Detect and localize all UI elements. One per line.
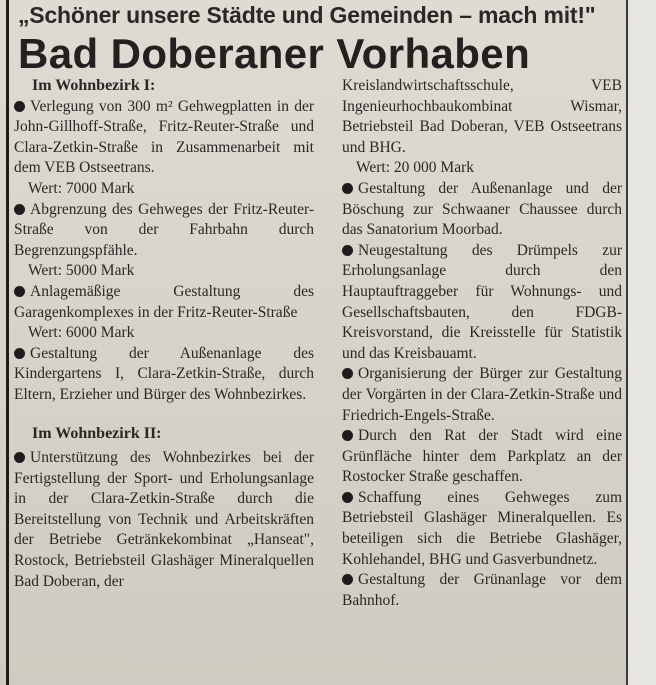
- value-line: Wert: 20 000 Mark: [356, 159, 474, 177]
- item-text: Schaffung eines Gehweges zum Betriebsteil Glashäger Mineralquellen. Es beteiligen sich die Betriebe Glashäger, Kohlehandel, BHG und Gasverbundnetz.: [342, 488, 622, 568]
- list-item: [14, 448, 314, 592]
- bullet-icon: [342, 368, 353, 379]
- left-border-rule: [6, 0, 9, 685]
- bullet-icon: [14, 452, 25, 463]
- list-item: [342, 488, 622, 570]
- bullet-icon: [14, 286, 25, 297]
- item-text: Abgrenzung des Gehweges der Fritz-Reuter-Straße von der Fahrbahn durch Begrenzungspfähle.: [14, 200, 314, 259]
- page-margin: [628, 0, 656, 685]
- item-text: Durch den Rat der Stadt wird eine Grünfläche hinter dem Parkplatz an der Rostocker Straße geschaffen.: [342, 427, 622, 486]
- item-text: Unterstützung des Wohnbezirkes bei der Fertigstellung der Sport- und Erholungsanlage in der Clara-Zetkin-Straße durch die Bereitstellung von Technik und Arbeitskräften der Betriebe Getränkekombinat „Hanseat", Rostock, Betriebsteil Glashäger Mineralquellen Bad Doberan, der: [14, 449, 314, 590]
- bullet-icon: [342, 245, 353, 256]
- item-text: Verlegung von 300 m² Gehwegplatten in der John-Gillhoff-Straße, Fritz-Reuter-Straße und Clara-Zetkin-Straße in Zusammenarbeit mit dem VEB Ostseetrans.: [14, 97, 314, 177]
- value-line: Wert: 5000 Mark: [28, 262, 135, 280]
- item-text: Neugestaltung des Drümpels zur Erholungsanlage durch den Hauptauftraggeber für Wohnungs- und Gesellschaftsbauten, den FDGB-Kreisvorstand, die Kreisstelle für Statistik und das Kreisbauamt.: [342, 241, 622, 362]
- bullet-icon: [342, 430, 353, 441]
- list-item: [14, 344, 314, 406]
- list-item: [14, 282, 314, 323]
- list-item: [342, 426, 622, 488]
- item-text: Gestaltung der Außenanlage und der Böschung zur Schwaaner Chaussee durch das Sanatorium Moorbad.: [342, 179, 622, 239]
- bullet-icon: [342, 574, 353, 585]
- section-heading: Im Wohnbezirk I:: [32, 77, 156, 94]
- bullet-icon: [14, 348, 25, 359]
- value-line: Wert: 7000 Mark: [28, 179, 135, 197]
- section-heading: Im Wohnbezirk II:: [32, 424, 162, 442]
- list-item: [342, 241, 622, 365]
- list-item: [14, 200, 314, 262]
- bullet-icon: [342, 183, 353, 194]
- list-item: [342, 179, 622, 241]
- slogan: „Schöner unsere Städte und Gemeinden – mach mit!": [18, 2, 596, 28]
- right-column: [342, 76, 622, 611]
- bullet-icon: [342, 492, 353, 503]
- continued-text: Kreislandwirtschaftsschule, VEB Ingenieurhochbaukombinat Wismar, Betriebsteil Bad Doberan, VEB Ostseetrans und BHG.: [342, 77, 622, 156]
- list-item: [342, 570, 622, 611]
- item-text: Gestaltung der Grünanlage vor dem Bahnhof.: [342, 571, 622, 609]
- value-line: Wert: 6000 Mark: [28, 324, 135, 342]
- bullet-icon: [14, 101, 25, 112]
- list-item: [14, 97, 314, 179]
- list-item: [342, 364, 622, 426]
- item-text: Gestaltung der Außenanlage des Kindergartens I, Clara-Zetkin-Straße, durch Eltern, Erzieher und Bürger des Wohnbezirkes.: [14, 344, 314, 403]
- item-text: Organisierung der Bürger zur Gestaltung der Vorgärten in der Clara-Zetkin-Straße und Friedrich-Engels-Straße.: [342, 365, 622, 424]
- bullet-icon: [14, 204, 25, 215]
- item-text: Anlagemäßige Gestaltung des Garagenkomplexes in der Fritz-Reuter-Straße: [14, 282, 314, 321]
- headline: Bad Doberaner Vorhaben: [18, 30, 531, 77]
- left-column: [14, 76, 314, 592]
